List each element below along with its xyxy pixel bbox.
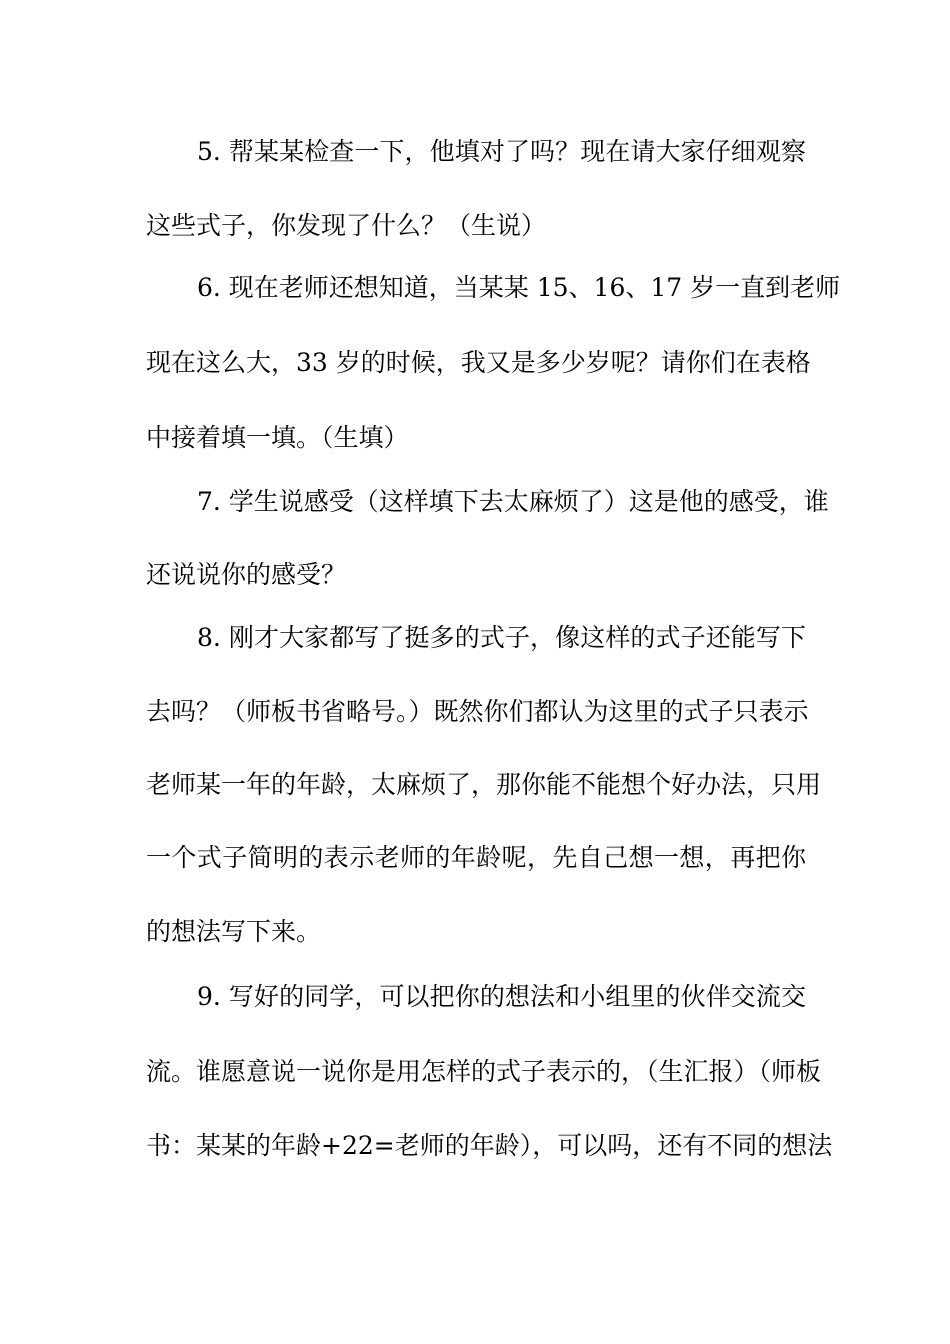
paragraph-8-line-1: 8. 刚才大家都写了挺多的式子，像这样的式子还能写下: [197, 623, 806, 652]
paragraph-9-line-3: 书：某某的年龄+22=老师的年龄），可以吗，还有不同的想法: [146, 1131, 833, 1160]
paragraph-6-line-1: 6. 现在老师还想知道，当某某 15、16、17 岁一直到老师: [197, 273, 841, 302]
paragraph-8-line-2: 去吗？（师板书省略号。）既然你们都认为这里的式子只表示: [146, 697, 809, 726]
paragraph-5-line-2: 这些式子，你发现了什么？（生说）: [146, 211, 547, 240]
paragraph-9-line-2: 流。谁愿意说一说你是用怎样的式子表示的，（生汇报）（师板: [146, 1057, 822, 1086]
paragraph-6-line-3: 中接着填一填。（生填）: [146, 423, 409, 452]
paragraph-7-line-2: 还说说你的感受？: [146, 560, 347, 589]
paragraph-7-line-1: 7. 学生说感受（这样填下去太麻烦了）这是他的感受，谁: [197, 487, 829, 516]
paragraph-8-line-3: 老师某一年的年龄，太麻烦了，那你能不能想个好办法，只用: [146, 770, 822, 799]
paragraph-8-line-5: 的想法写下来。: [146, 917, 322, 946]
paragraph-6-line-2: 现在这么大，33 岁的时候，我又是多少岁呢？请你们在表格: [146, 348, 811, 377]
paragraph-8-line-4: 一个式子简明的表示老师的年龄呢，先自己想一想，再把你: [146, 843, 806, 872]
paragraph-5-line-1: 5. 帮某某检查一下，他填对了吗？现在请大家仔细观察: [197, 137, 806, 166]
paragraph-9-line-1: 9. 写好的同学，可以把你的想法和小组里的伙伴交流交: [197, 982, 806, 1011]
